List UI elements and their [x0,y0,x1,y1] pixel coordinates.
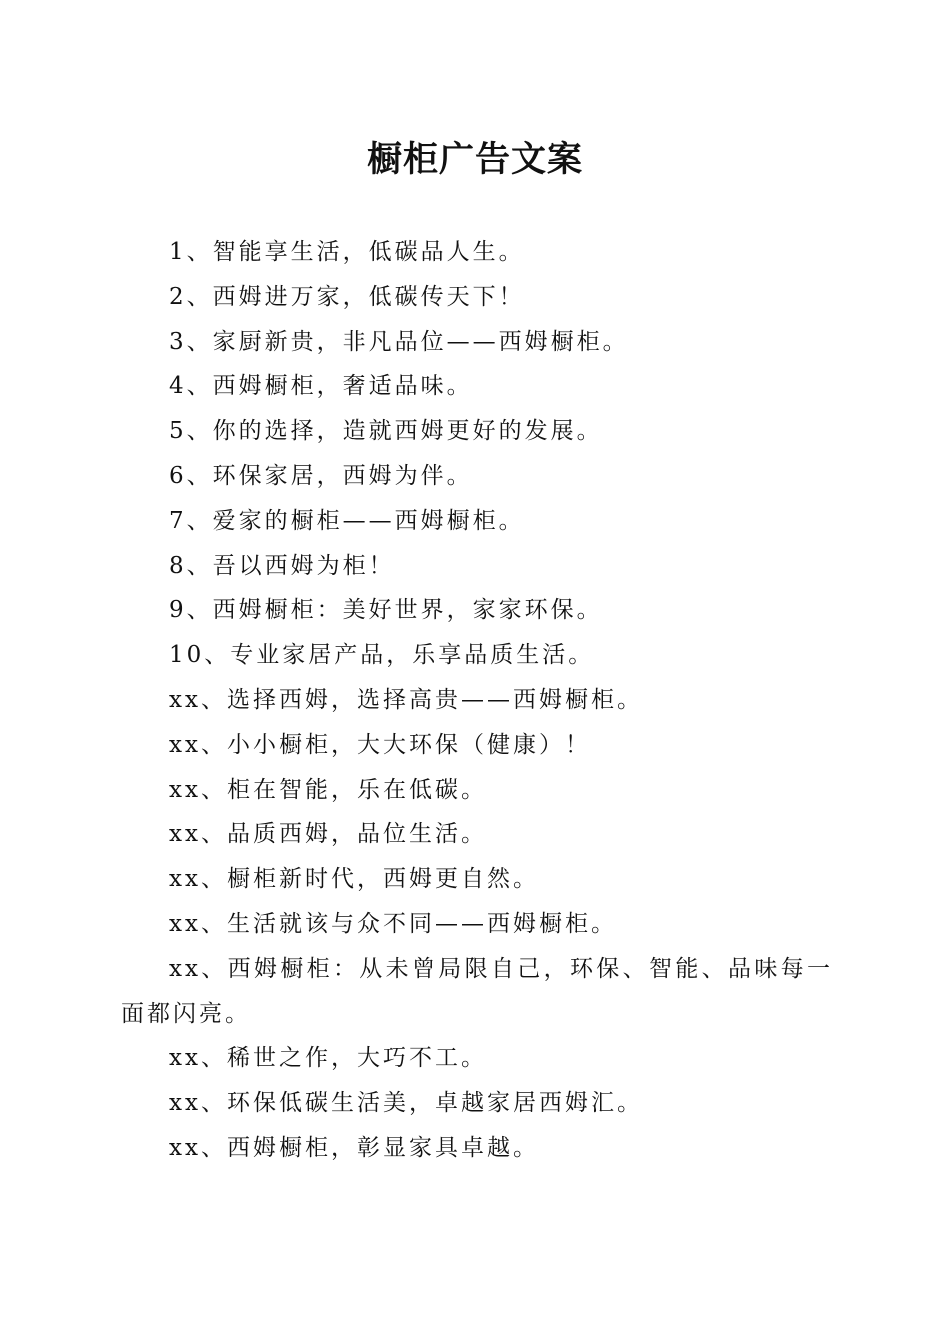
slogan-line: 7、爱家的橱柜——西姆橱柜。 [169,507,525,534]
slogan-line: xx、品质西姆，品位生活。 [169,821,487,848]
slogan-line: 5、你的选择，造就西姆更好的发展。 [169,418,603,445]
slogan-line: xx、生活就该与众不同——西姆橱柜。 [169,910,617,937]
slogan-line: xx、选择西姆，选择高贵——西姆橱柜。 [169,686,643,713]
slogan-line: xx、小小橱柜，大大环保（健康）！ [169,731,591,758]
slogan-line: xx、橱柜新时代，西姆更自然。 [169,866,539,893]
slogan-line: xx、稀世之作，大巧不工。 [169,1045,487,1072]
slogan-line: xx、西姆橱柜，彰显家具卓越。 [169,1134,539,1161]
slogan-line: 9、西姆橱柜：美好世界，家家环保。 [169,597,603,624]
slogan-line: 3、家厨新贵，非凡品位——西姆橱柜。 [169,328,629,355]
slogan-line: 10、专业家居产品，乐享品质生活。 [169,642,595,669]
slogan-line: 8、吾以西姆为柜！ [169,552,395,579]
slogan-line: 1、智能享生活，低碳品人生。 [169,239,525,265]
slogan-line: xx、柜在智能，乐在低碳。 [169,776,487,803]
slogan-line: 4、西姆橱柜，奢适品味。 [169,373,473,400]
document-title: 橱柜广告文案 [366,139,583,180]
slogan-line: 2、西姆进万家，低碳传天下！ [169,283,525,310]
slogan-line: 6、环保家居，西姆为伴。 [169,462,473,489]
slogan-list [121,230,833,1171]
slogan-line: xx、环保低碳生活美，卓越家居西姆汇。 [169,1090,643,1117]
slogan-line: xx、西姆橱柜：从未曾局限自己，环保、智能、品味每一面都闪亮。 [121,955,833,1027]
